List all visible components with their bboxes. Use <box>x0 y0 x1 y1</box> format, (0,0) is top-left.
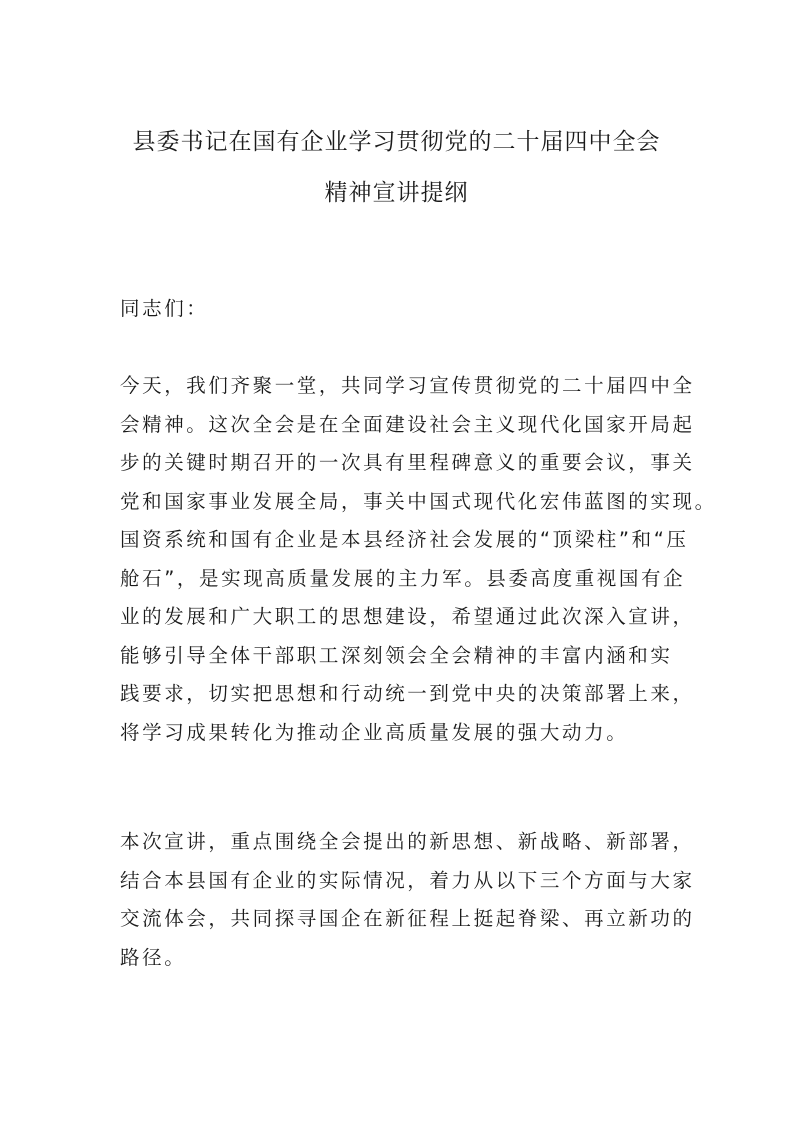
salutation: 同志们： <box>120 297 209 320</box>
document-title-line-2: 精神宣讲提纲 <box>324 180 469 206</box>
paragraph-2 <box>120 823 695 977</box>
paragraph-2-line: 路径。 <box>120 945 187 969</box>
paragraph-2-line: 结合本县国有企业的实际情况，着力从以下三个方面与大家 <box>120 868 695 892</box>
paragraph-1-line: 会精神。这次全会是在全面建设社会主义现代化国家开局起 <box>120 412 695 436</box>
paragraph-2-line: 交流体会，共同探寻国企在新征程上挺起脊梁、再立新功的 <box>120 907 695 930</box>
paragraph-1-line: 践要求，切实把思想和行动统一到党中央的决策部署上来， <box>120 682 695 705</box>
paragraph-1-line: 今天，我们齐聚一堂，共同学习宣传贯彻党的二十届四中全 <box>120 374 695 397</box>
paragraph-1-line: 舱石”，是实现高质量发展的主力军。县委高度重视国有企 <box>120 566 686 590</box>
paragraph-1-line: 国资系统和国有企业是本县经济社会发展的“顶梁柱”和“压 <box>120 528 689 551</box>
paragraph-1-line: 党和国家事业发展全局，事关中国式现代化宏伟蓝图的实现。 <box>120 489 717 513</box>
document-title-line-1: 县委书记在国有企业学习贯彻党的二十届四中全会 <box>132 129 661 155</box>
paragraph-1-line: 能够引导全体干部职工深刻领会全会精神的丰富内涵和实 <box>120 643 673 667</box>
paragraph-1-line: 业的发展和广大职工的思想建设，希望通过此次深入宣讲， <box>120 605 695 628</box>
paragraph-1-line: 将学习成果转化为推动企业高质量发展的强大动力。 <box>120 720 629 744</box>
paragraph-1 <box>120 367 717 752</box>
paragraph-1-line: 步的关键时期召开的一次具有里程碑意义的重要会议，事关 <box>120 451 695 474</box>
paragraph-2-line: 本次宣讲，重点围绕全会提出的新思想、新战略、新部署， <box>120 830 695 853</box>
